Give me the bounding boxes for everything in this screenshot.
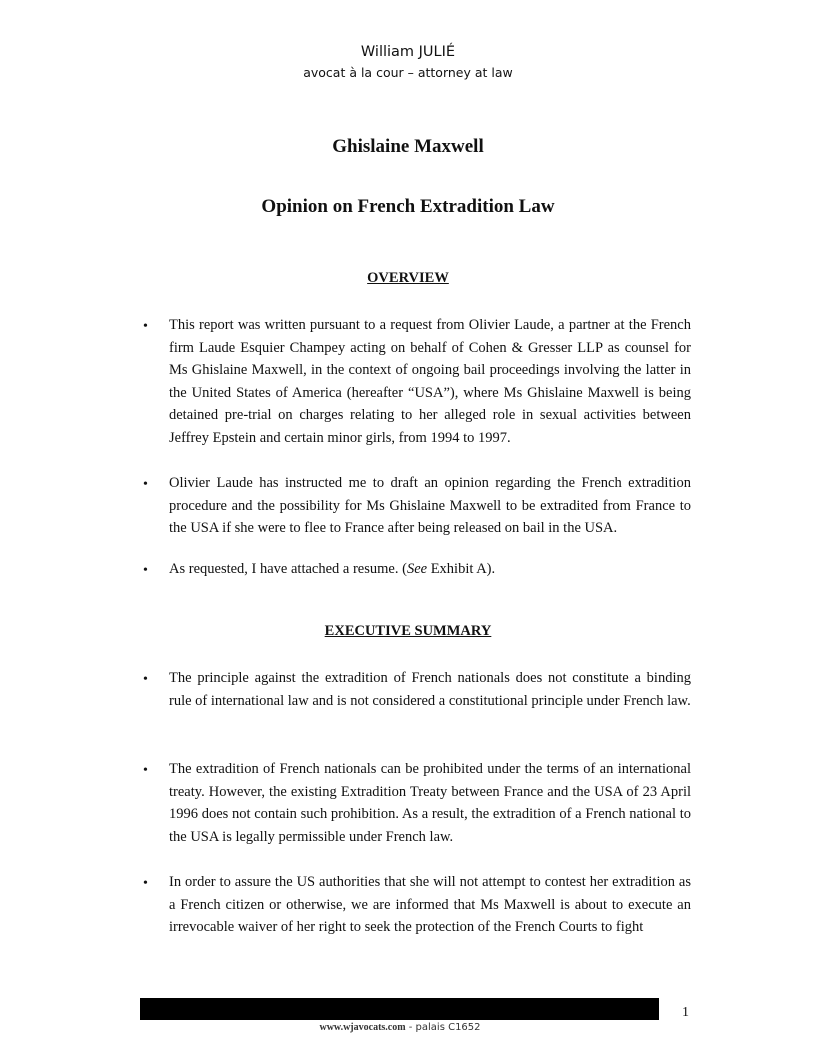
overview-heading: OVERVIEW (367, 270, 449, 286)
overview-paragraph-3 (169, 558, 691, 581)
footer-address (0, 1021, 800, 1034)
see-italic: See (406, 561, 428, 577)
page-number: 1 (682, 1005, 689, 1020)
footer-website: www.wjavocats.com (319, 1022, 406, 1033)
overview-paragraph-2: Olivier Laude has instructed me to draft an opinion regarding the French extradition procedure and the possibility for Ms Ghislaine Maxwell to be extradited from France to the USA if she were to flee to France after being released on bail in the USA. (169, 475, 691, 536)
document-subtitle: Opinion on French Extradition Law (261, 196, 555, 217)
executive-summary-heading: EXECUTIVE SUMMARY (324, 623, 492, 639)
footer-office: palais C1652 (415, 1022, 481, 1033)
letterhead-name: William JULIÉ (360, 44, 456, 60)
bullet-icon: • (143, 672, 148, 687)
bullet-icon: • (143, 319, 148, 334)
bullet-icon: • (143, 563, 148, 578)
letterhead-subtitle: avocat à la cour – attorney at law (303, 65, 513, 80)
bullet-icon: • (143, 477, 148, 492)
summary-paragraph-1: The principle against the extradition of French nationals does not constitute a binding rule of international law and is not considered a constitutional principle under French law. (169, 670, 691, 709)
document-title: Ghislaine Maxwell (332, 136, 484, 157)
summary-paragraph-3: In order to assure the US authorities that she will not attempt to contest her extradition as a French citizen or otherwise, we are informed that Ms Maxwell is about to execute an irrevocable waiver of her right to seek the protection of the French Courts to fight (169, 874, 691, 935)
overview-paragraph-1: This report was written pursuant to a request from Olivier Laude, a partner at the French firm Laude Esquier Champey acting on behalf of Cohen & Gresser LLP as counsel for Ms Ghislaine Maxwell, in the context of ongoing bail proceedings involving the latter in the United States of America (hereafter “USA”), where Ms Ghislaine Maxwell is being detained pre-trial on charges relating to her alleged role in sexual activities between Jeffrey Epstein and certain minor girls, from 1994 to 1997. (169, 317, 691, 446)
summary-paragraph-2: The extradition of French nationals can be prohibited under the terms of an international treaty. However, the existing Extradition Treaty between France and the USA of 23 April 1996 does not contain such prohibition. As a result, the extradition of a French national to the USA is legally permissible under French law. (169, 761, 691, 845)
footer-bar (140, 998, 659, 1020)
bullet-icon: • (143, 876, 148, 891)
resume-text: As requested, I have attached a resume. ( (169, 561, 407, 577)
footer-separator: - (405, 1022, 416, 1033)
bullet-icon: • (143, 763, 148, 778)
exhibit-text: Exhibit A). (427, 561, 496, 577)
